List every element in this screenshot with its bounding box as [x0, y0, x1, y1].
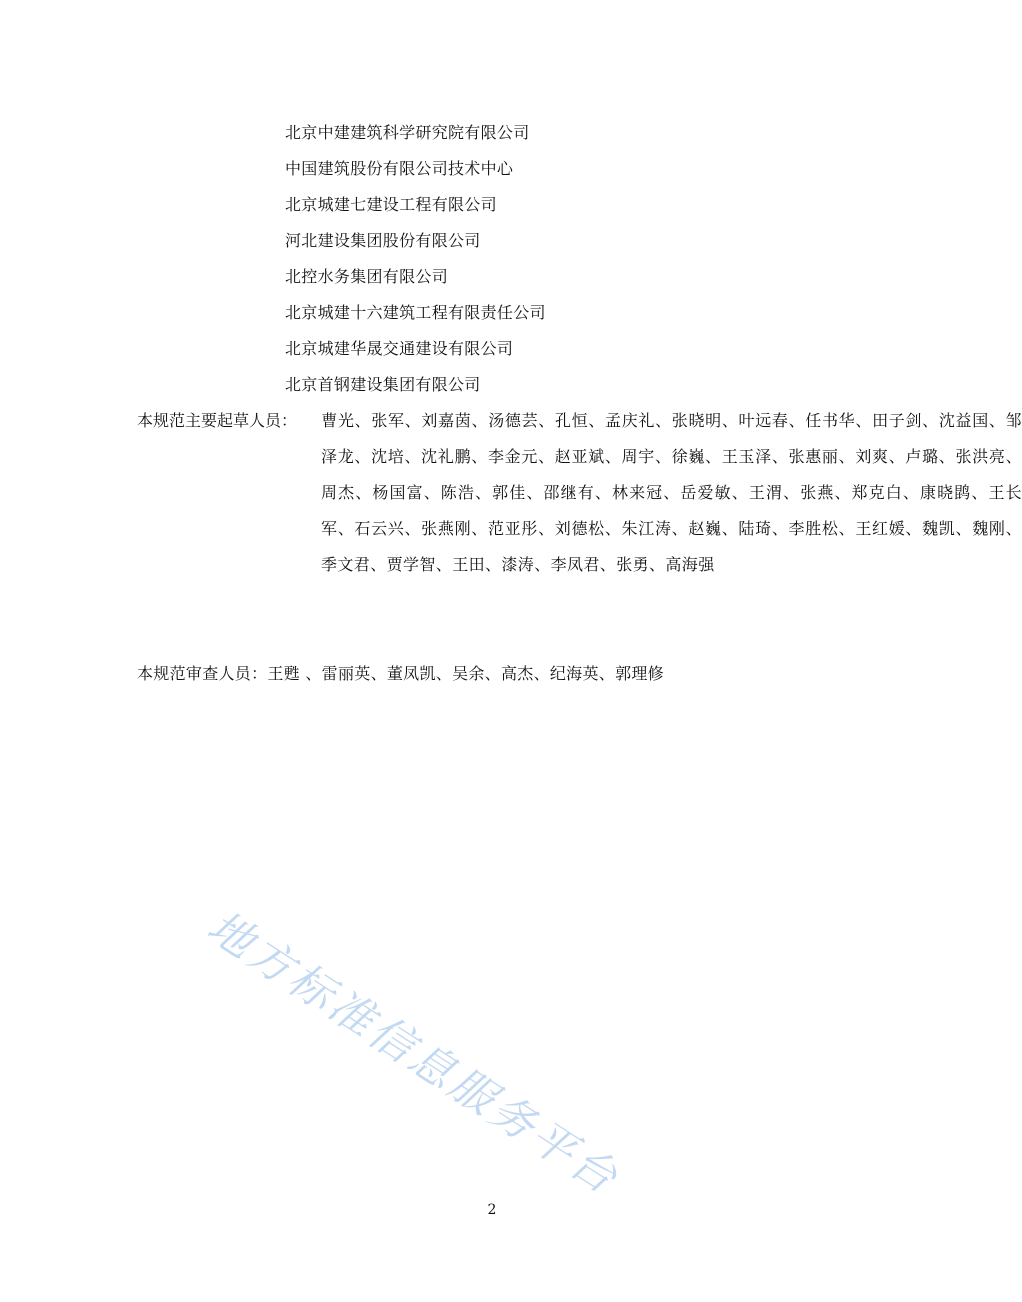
reviewers-line: 本规范审查人员：王甦 、雷丽英、董凤凯、吴余、高杰、纪海英、郭理修 — [137, 664, 664, 683]
organization-item: 北京城建华晟交通建设有限公司 — [285, 339, 514, 358]
organization-item: 北京城建十六建筑工程有限责任公司 — [285, 303, 546, 322]
watermark: 地方标准信息服务平台 — [198, 901, 629, 1206]
organization-item: 北京首钢建设集团有限公司 — [285, 375, 481, 394]
drafters-label: 本规范主要起草人员： — [137, 411, 298, 430]
drafters-names-block — [137, 403, 1022, 583]
organization-item: 中国建筑股份有限公司技术中心 — [285, 159, 514, 178]
organization-item: 北控水务集团有限公司 — [285, 267, 449, 286]
page-number: 2 — [487, 1202, 497, 1218]
organization-item: 北京城建七建设工程有限公司 — [285, 195, 497, 214]
organization-item: 河北建设集团股份有限公司 — [285, 231, 481, 250]
organization-item: 北京中建建筑科学研究院有限公司 — [285, 123, 530, 142]
organization-list — [285, 115, 546, 403]
drafters-names: 曹光、张军、刘嘉茵、汤德芸、孔恒、孟庆礼、张晓明、叶远春、任书华、田子剑、沈益国、邹泽龙、沈培、沈礼鹏、李金元、赵亚斌、周宇、徐巍、王玉泽、张惠丽、刘爽、卢璐、张洪亮、周杰、杨国富、陈浩、郭佳、邵继有、林来冠、岳爱敏、王渭、张燕、郑克白、康晓鹍、王长军、石云兴、张燕刚、范亚彤、刘德松、朱江涛、赵巍、陆琦、李胜松、王红媛、魏凯、魏刚、季文君、贾学智、王田、漆涛、李凤君、张勇、高海强 — [321, 411, 1022, 574]
